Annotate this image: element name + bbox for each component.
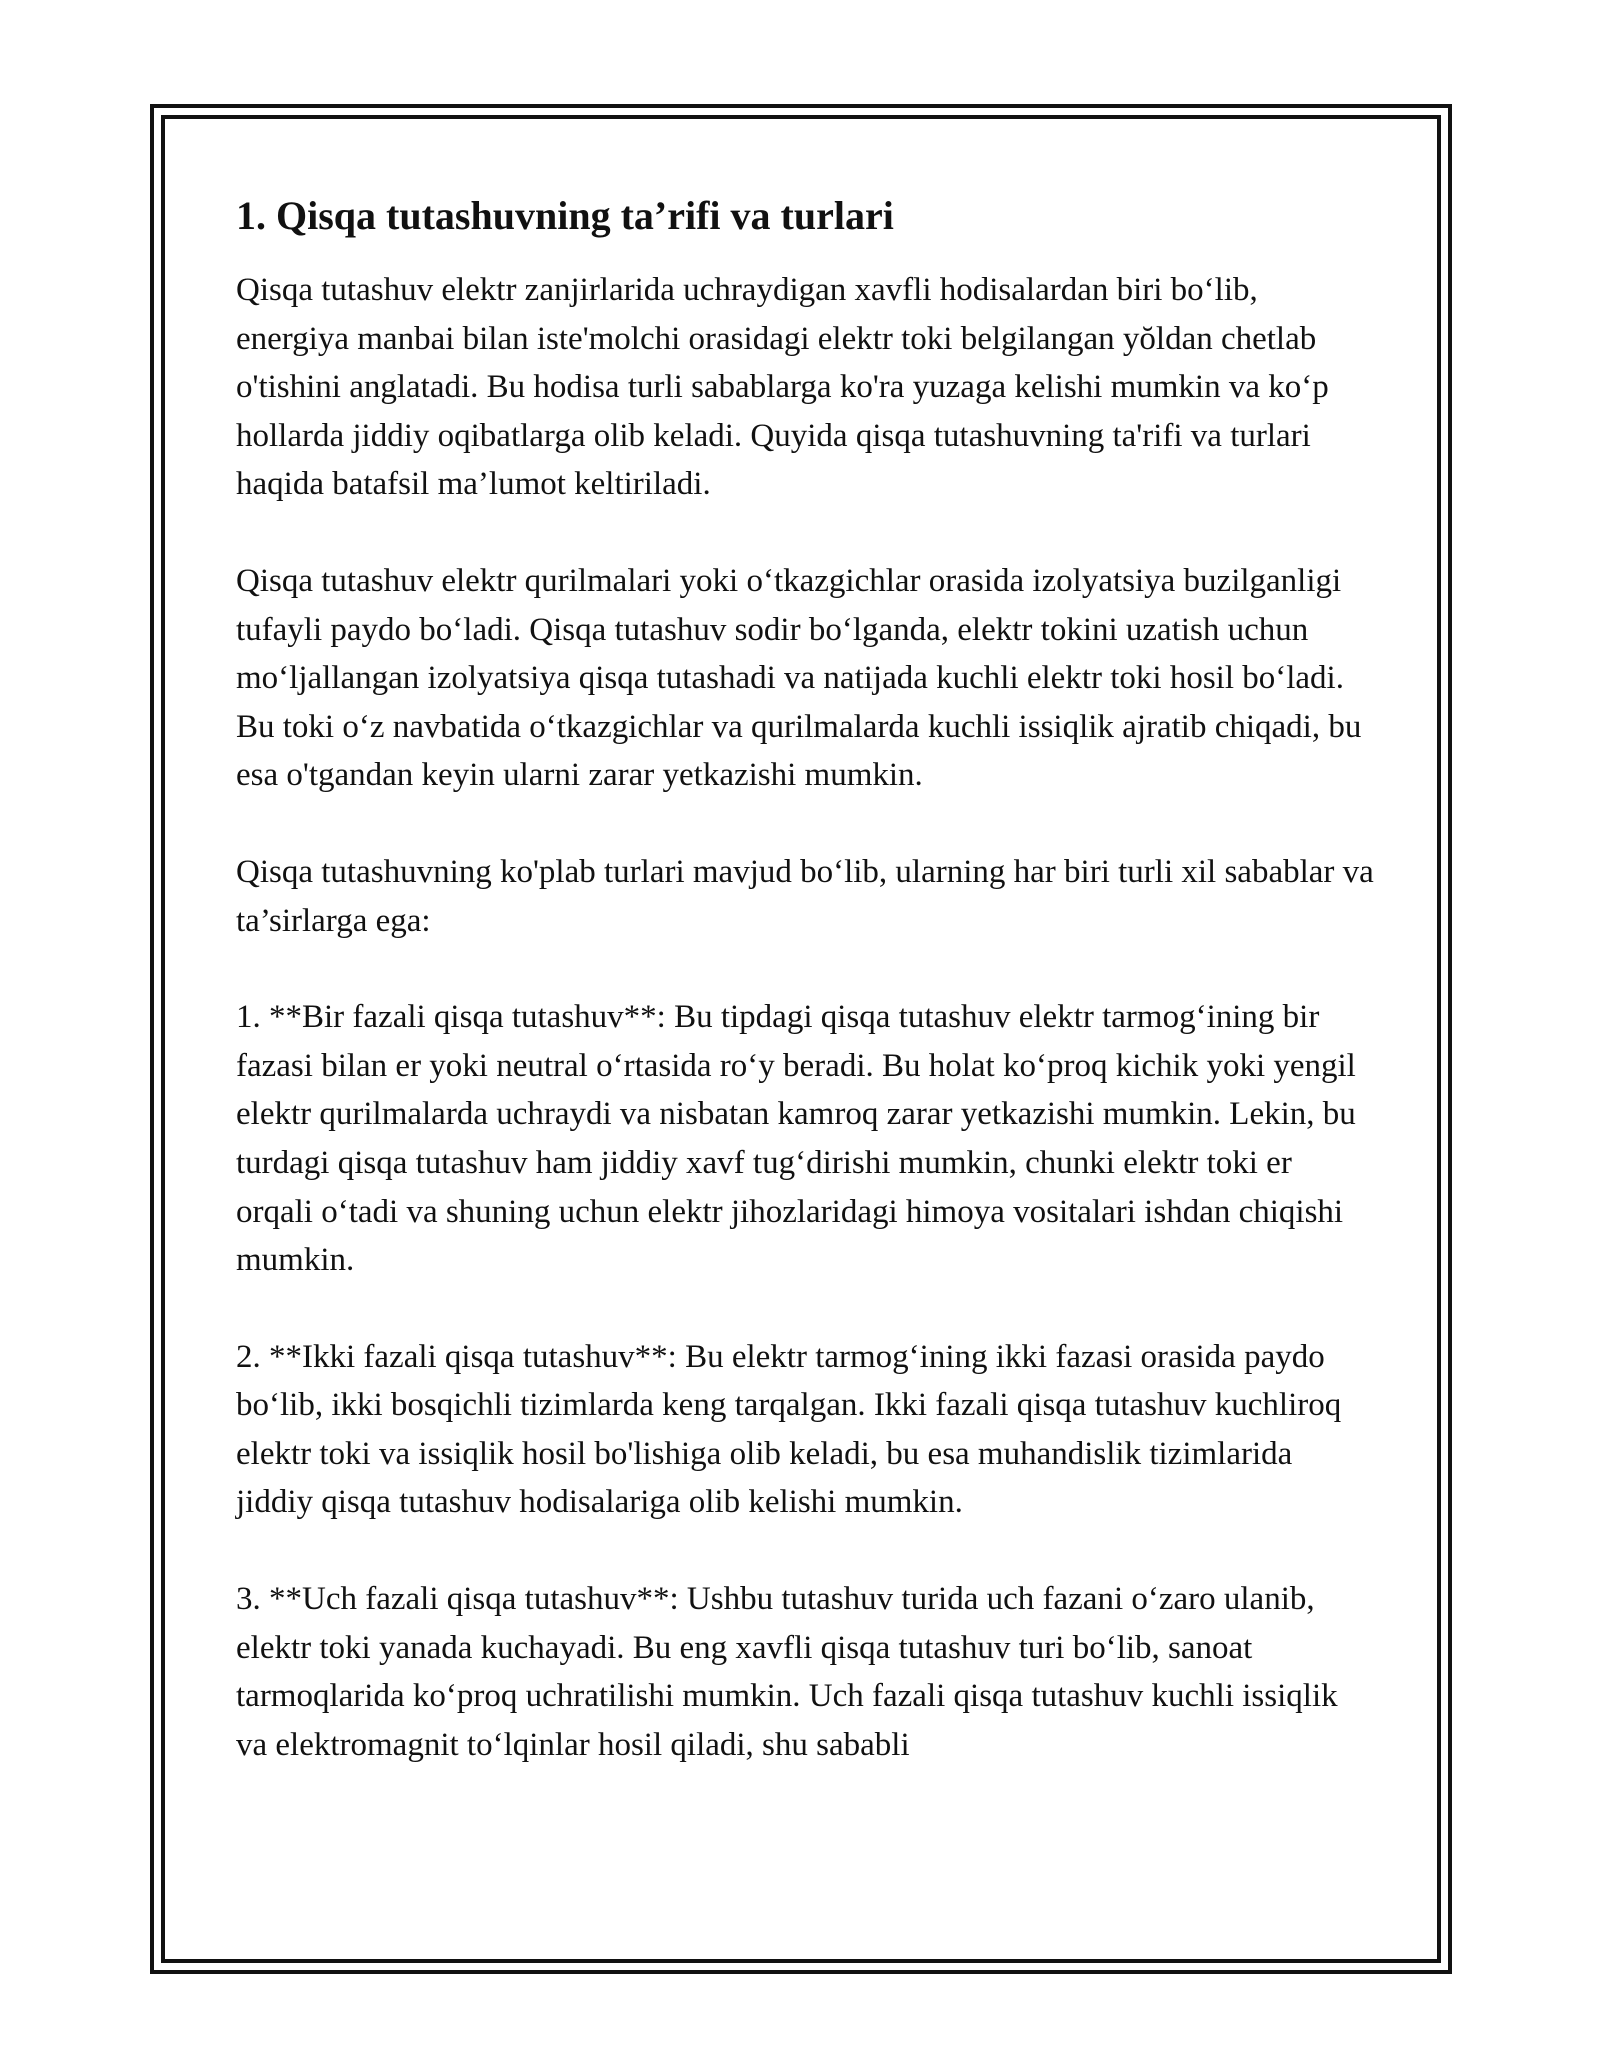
document-body bbox=[236, 188, 1376, 1769]
paragraph-types-intro: Qisqa tutashuvning ko'plab turlari mavjud bo‘lib, ularning har biri turli xil sabablar va ta’sirlarga ega: bbox=[236, 853, 1374, 939]
section-heading: 1. Qisqa tutashuvning ta’rifi va turlari bbox=[236, 193, 894, 238]
list-item-single-phase: 1. **Bir fazali qisqa tutashuv**: Bu tipdagi qisqa tutashuv elektr tarmog‘ining bir fazasi bilan er yoki neutral o‘rtasida ro‘y beradi. Bu holat ko‘proq kichik yoki yengil elektr qurilmalarda uchraydi va nisbatan kamroq zarar yetkazishi mumkin. Lekin, bu turdagi qisqa tutashuv ham jiddiy xavf tug‘dirishi mumkin, chunki elektr toki er orqali o‘tadi va shuning uchun elektr jihozlaridagi himoya vositalari ishdan chiqishi mumkin. bbox=[236, 999, 1356, 1279]
paragraph-cause: Qisqa tutashuv elektr qurilmalari yoki o‘tkazgichlar orasida izolyatsiya buzilganligi tufayli paydo bo‘ladi. Qisqa tutashuv sodir bo‘lganda, elektr tokini uzatish uchun mo‘ljallangan izolyatsiya qisqa tutashadi va natijada kuchli elektr toki hosil bo‘ladi. Bu toki o‘z navbatida o‘tkazgichlar va qurilmalarda kuchli issiqlik ajratib chiqadi, bu esa o'tgandan keyin ularni zarar yetkazishi mumkin. bbox=[236, 562, 1362, 794]
list-item-two-phase: 2. **Ikki fazali qisqa tutashuv**: Bu elektr tarmog‘ining ikki fazasi orasida paydo bo‘lib, ikki bosqichli tizimlarda keng tarqalgan. Ikki fazali qisqa tutashuv kuchliroq elektr toki va issiqlik hosil bo'lishiga olib keladi, bu esa muhandislik tizimlarida jiddiy qisqa tutashuv hodisalariga olib kelishi mumkin. bbox=[236, 1338, 1342, 1521]
paragraph-intro: Qisqa tutashuv elektr zanjirlarida uchraydigan xavfli hodisalardan biri bo‘lib, energiya manbai bilan iste'molchi orasidagi elektr toki belgilangan yŏldan chetlab o'tishini anglatadi. Bu hodisa turli sabablarga ko'ra yuzaga kelishi mumkin va ko‘p hollarda jiddiy oqibatlarga olib keladi. Quyida qisqa tutashuvning ta'rifi va turlari haqida batafsil ma’lumot keltiriladi. bbox=[236, 272, 1329, 503]
list-item-three-phase: 3. **Uch fazali qisqa tutashuv**: Ushbu tutashuv turida uch fazani o‘zaro ulanib, elektr toki yanada kuchayadi. Bu eng xavfli qisqa tutashuv turi bo‘lib, sanoat tarmoqlarida ko‘proq uchratilishi mumkin. Uch fazali qisqa tutashuv kuchli issiqlik va elektromagnit to‘lqinlar hosil qiladi, shu sababli bbox=[236, 1581, 1338, 1763]
